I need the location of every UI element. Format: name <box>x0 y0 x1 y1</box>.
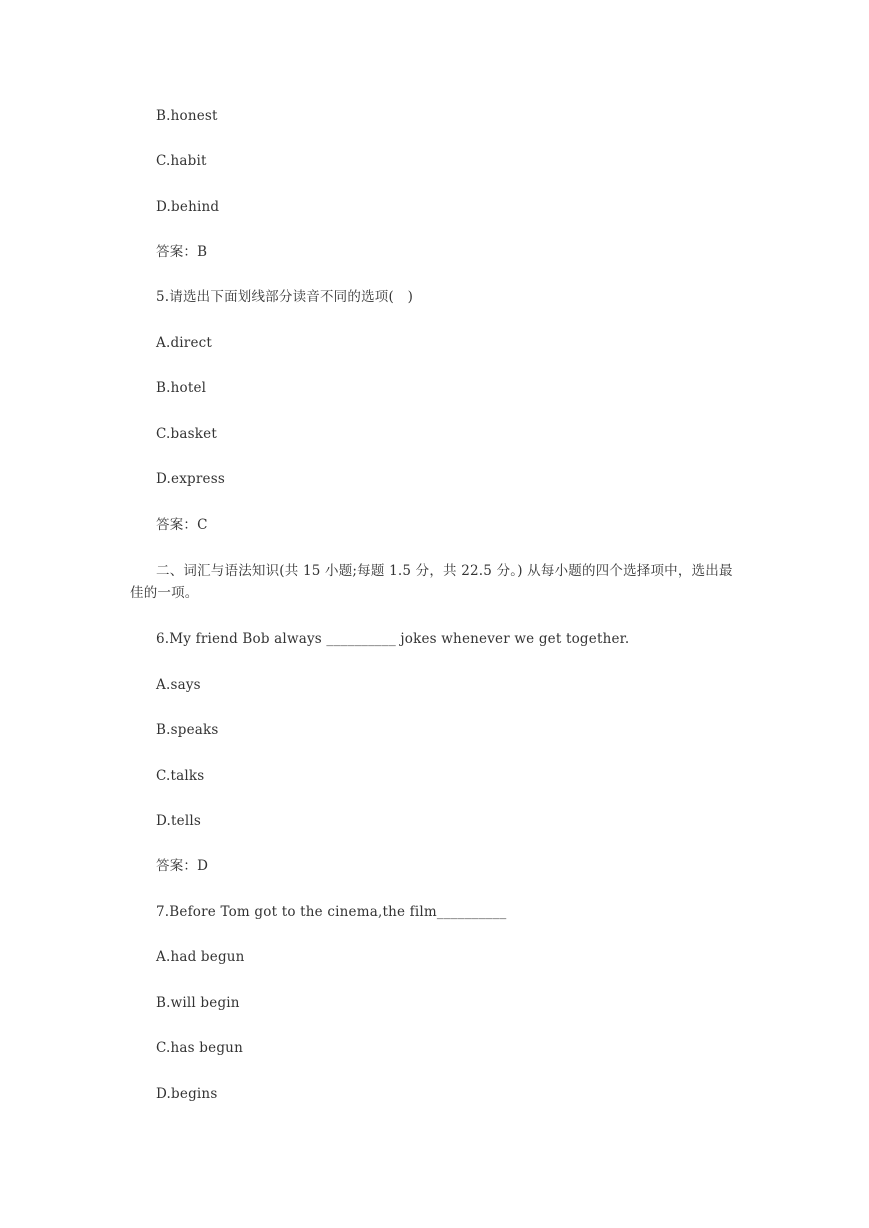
option-line: A.says <box>156 677 201 693</box>
section-heading: 二、词汇与语法知识(共 15 小题;每题 1.5 分，共 22.5 分。) 从每小题的四个选择项中，选出最佳的一项。 <box>130 563 733 601</box>
option-line: A.direct <box>156 335 213 351</box>
option-line: C.basket <box>156 426 217 442</box>
option-line: C.has begun <box>156 1040 243 1056</box>
option-line: D.express <box>156 471 225 487</box>
option-line: C.talks <box>156 768 205 784</box>
option-line: B.will begin <box>156 995 240 1011</box>
answer-line: 答案：B <box>156 244 208 260</box>
option-line: A.had begun <box>156 949 245 965</box>
question-line: 5.请选出下面划线部分读音不同的选项( ) <box>156 289 414 305</box>
answer-line: 答案：C <box>156 517 208 533</box>
option-line: D.behind <box>156 199 220 215</box>
question-line: 7.Before Tom got to the cinema,the film__________ <box>156 904 507 920</box>
question-line: 6.My friend Bob always __________ jokes whenever we get together. <box>156 631 630 647</box>
option-line: B.honest <box>156 108 218 124</box>
option-line: C.habit <box>156 153 207 169</box>
option-line: B.hotel <box>156 380 207 396</box>
option-line: B.speaks <box>156 722 219 738</box>
option-line: D.begins <box>156 1086 218 1102</box>
option-line: D.tells <box>156 813 202 829</box>
answer-line: 答案：D <box>156 858 209 874</box>
